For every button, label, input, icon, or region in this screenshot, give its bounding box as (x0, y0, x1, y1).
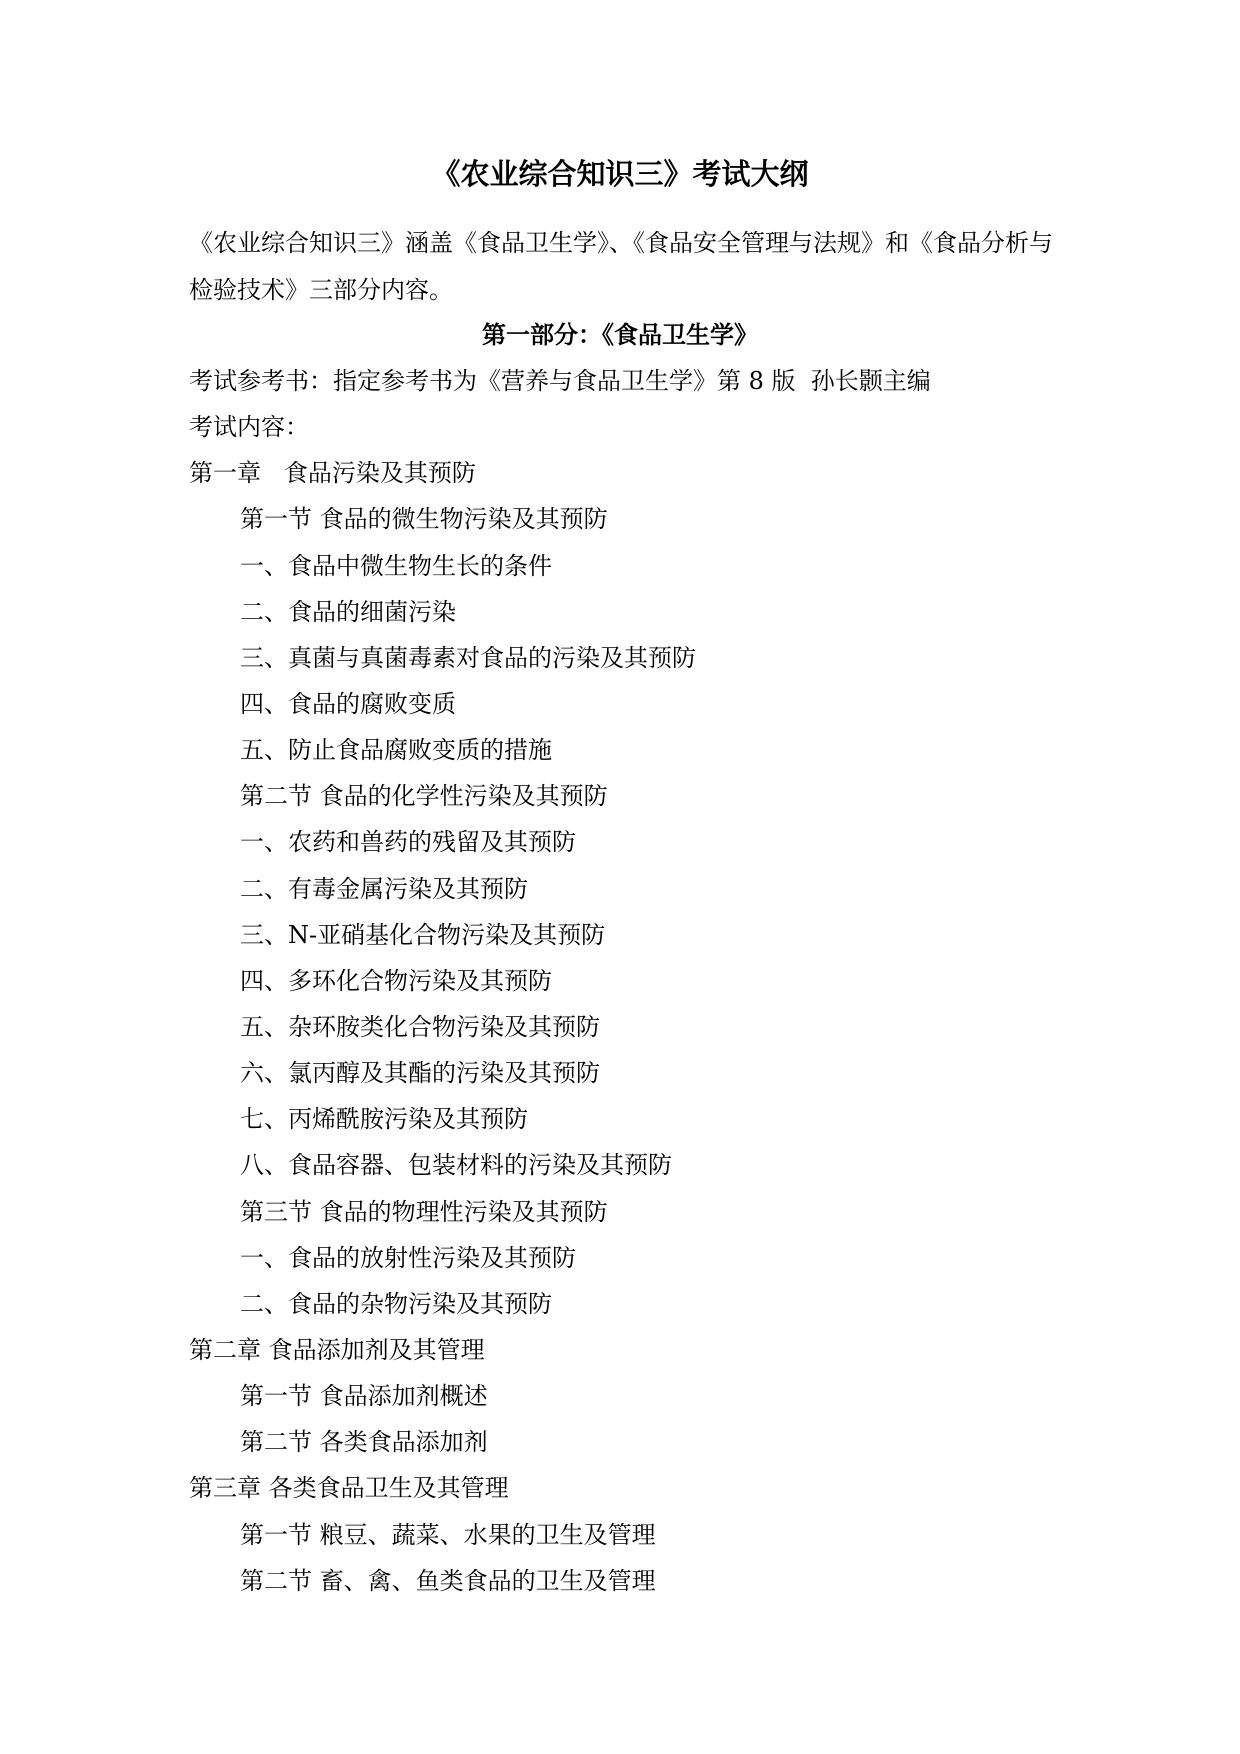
outline-item: 七、丙烯酰胺污染及其预防 (240, 1105, 528, 1134)
outline-item: 一、食品的放射性污染及其预防 (240, 1243, 576, 1272)
outline-item: 五、防止食品腐败变质的措施 (240, 736, 552, 765)
chapter-heading: 第一章 食品污染及其预防 (189, 459, 476, 488)
outline-item: 第一节 粮豆、蔬菜、水果的卫生及管理 (240, 1520, 656, 1549)
outline-item: 二、食品的细菌污染 (240, 597, 456, 626)
outline-item: 四、食品的腐败变质 (240, 689, 456, 718)
part1-heading: 第一部分：《食品卫生学》 (482, 320, 758, 349)
outline-item: 三、真菌与真菌毒素对食品的污染及其预防 (240, 643, 696, 672)
outline-list (189, 452, 1089, 1606)
chapter-heading: 第三章 各类食品卫生及其管理 (189, 1474, 509, 1503)
document-title: 《农业综合知识三》考试大纲 (431, 157, 809, 191)
outline-item: 三、N-亚硝基化合物污染及其预防 (240, 920, 606, 949)
reference-book: 考试参考书：指定参考书为《营养与食品卫生学》第 8 版 孙长颢主编 (189, 367, 931, 395)
outline-item: 八、食品容器、包装材料的污染及其预防 (240, 1151, 672, 1180)
outline-item: 六、氯丙醇及其酯的污染及其预防 (240, 1059, 600, 1088)
intro-paragraph: 《农业综合知识三》涵盖《食品卫生学》、《食品安全管理与法规》和《食品分析与检验技术》三部分内容。 (189, 229, 1053, 304)
part1-body (189, 360, 1089, 1606)
outline-item: 第二节 畜、禽、鱼类食品的卫生及管理 (240, 1566, 656, 1595)
outline-item: 一、农药和兽药的残留及其预防 (240, 828, 576, 857)
outline-item: 第一节 食品的微生物污染及其预防 (240, 505, 608, 534)
content-label: 考试内容： (189, 413, 309, 442)
outline-item: 第一节 食品添加剂概述 (240, 1382, 488, 1411)
chapter-heading: 第二章 食品添加剂及其管理 (189, 1335, 485, 1364)
outline-item: 一、食品中微生物生长的条件 (240, 551, 552, 580)
outline-item: 二、食品的杂物污染及其预防 (240, 1289, 552, 1318)
outline-item: 第二节 食品的化学性污染及其预防 (240, 782, 608, 811)
outline-item: 五、杂环胺类化合物污染及其预防 (240, 1012, 600, 1041)
outline-item: 四、多环化合物污染及其预防 (240, 966, 552, 995)
outline-item: 二、有毒金属污染及其预防 (240, 874, 528, 903)
outline-item: 第二节 各类食品添加剂 (240, 1428, 488, 1457)
outline-item: 第三节 食品的物理性污染及其预防 (240, 1197, 608, 1226)
